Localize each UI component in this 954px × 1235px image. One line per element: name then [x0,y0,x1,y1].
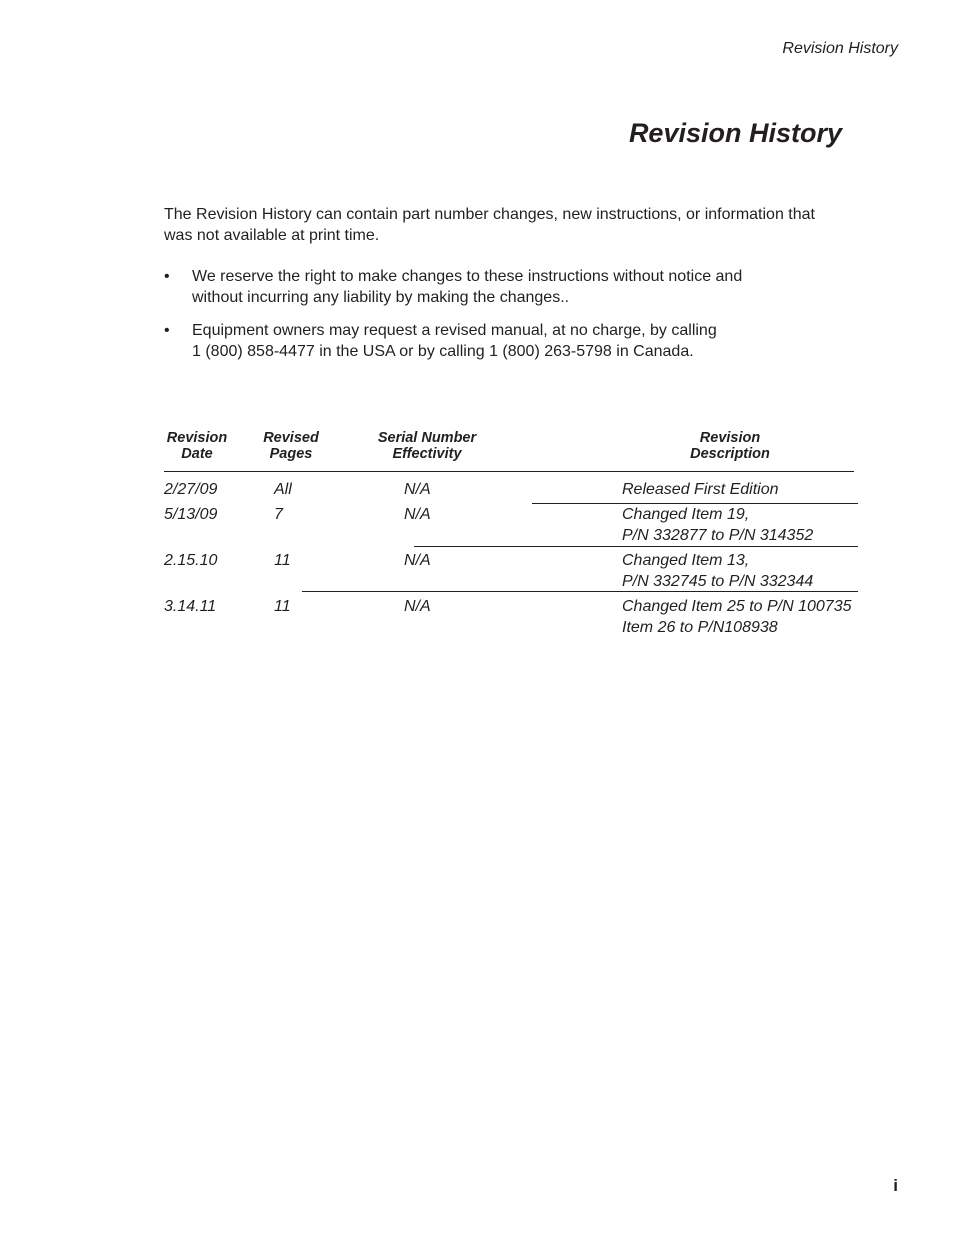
running-header: Revision History [782,40,898,57]
cell-description [622,596,852,638]
header-line: Description [690,446,770,462]
bullet-line: We reserve the right to make changes to these instructions without notice and [192,268,743,285]
revision-table [164,430,884,650]
header-serial-number [368,430,486,462]
header-line: Revised [263,430,319,446]
description-line: Released First Edition [622,481,779,498]
cell-description [622,479,779,500]
header-rule [164,471,854,472]
cell-pages: All [274,481,292,498]
header-line: Pages [269,446,313,462]
header-revision-description [680,430,780,462]
header-line: Revision [166,430,228,446]
header-revised-pages [256,430,326,462]
header-line: Date [181,446,213,462]
bullet-marker: • [164,268,170,285]
bullet-marker: • [164,322,170,339]
cell-serial: N/A [404,598,431,615]
header-line: Revision [699,430,761,446]
row-rule [414,546,858,547]
cell-description [622,550,813,592]
description-line: P/N 332877 to P/N 314352 [622,527,814,544]
cell-date: 2.15.10 [164,552,218,569]
intro-paragraph: The Revision History can contain part number changes, new instructions, or information that was not available at print time. [164,206,815,244]
cell-date: 3.14.11 [164,598,217,615]
cell-serial: N/A [404,481,431,498]
header-line: Effectivity [392,446,462,462]
row-rule [302,591,858,592]
bullet-line: without incurring any liability by making the changes.. [192,289,570,306]
header-revision-date [164,430,230,462]
bullet-text [192,266,822,308]
header-line: Serial Number [377,430,477,446]
cell-pages: 11 [274,552,291,569]
description-line: P/N 332745 to P/N 332344 [622,573,814,590]
description-line: Changed Item 19, [622,506,750,523]
bullet-text [192,320,822,362]
page-number: i [893,1176,898,1195]
bullet-line: Equipment owners may request a revised manual, at no charge, by calling [192,322,717,339]
description-line: Changed Item 13, [622,552,750,569]
page-title: Revision History [628,118,842,148]
cell-date: 2/27/09 [164,481,218,498]
cell-date: 5/13/09 [164,506,218,523]
description-line: Item 26 to P/N108938 [622,619,778,636]
cell-pages: 11 [274,598,291,615]
description-line: Changed Item 25 to P/N 100735 [622,598,852,615]
cell-serial: N/A [404,552,431,569]
bullet-line: 1 (800) 858-4477 in the USA or by calling 1 (800) 263-5798 in Canada. [192,343,694,360]
cell-serial: N/A [404,506,431,523]
cell-pages: 7 [274,506,283,523]
cell-description [622,504,813,546]
